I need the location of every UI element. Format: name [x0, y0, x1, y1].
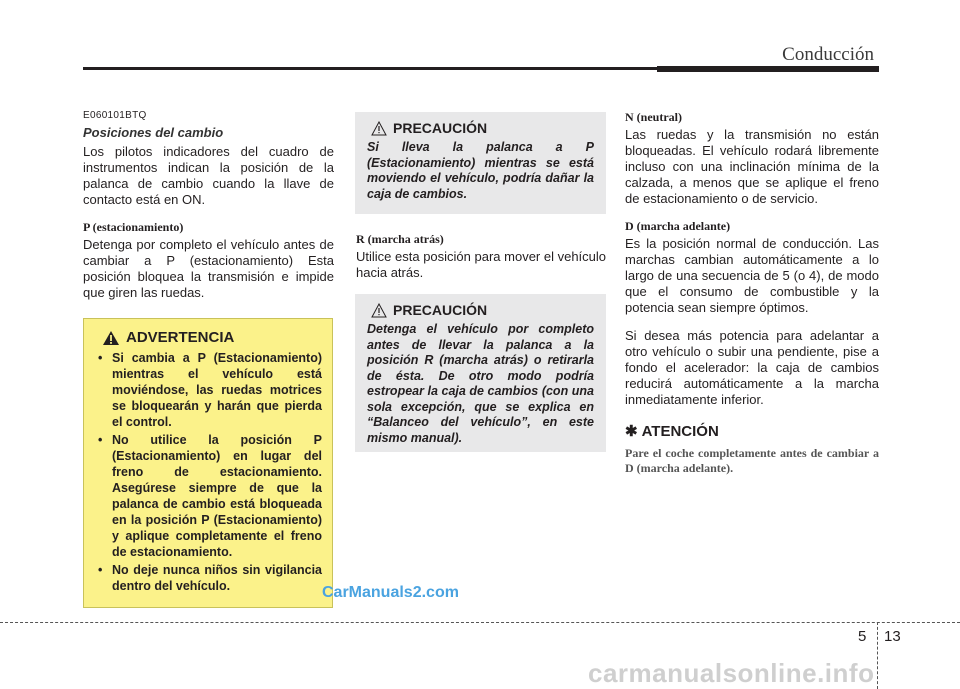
section-code: E060101BTQ [83, 110, 147, 121]
p-label: P (estacionamiento) [83, 220, 184, 234]
caution-box-1 [355, 112, 606, 214]
intro-paragraph: Los pilotos indicadores del cuadro de instrumentos indican la posición de la palanca de cambio cuando la llave de contacto está en ON. [83, 144, 334, 207]
atencion-header [625, 422, 879, 440]
atencion-title: ATENCIÓN [641, 422, 719, 440]
d-paragraph-1: Es la posición normal de conducción. Las marchas cambian automáticamente a lo largo de una secuencia de 5 (o 4), de modo que el consumo de combustible y la potencia sean siempre óptimos. [625, 236, 879, 315]
page-number: 13 [884, 628, 901, 645]
atencion-text: Pare el coche completamente antes de cambiar a D (marcha adelante). [625, 446, 879, 475]
p-paragraph: Detenga por completo el vehículo antes de cambiar a P (estacionamiento) Esta posición bloquea la transmisión e impide que giren las ruedas. [83, 237, 334, 300]
caution-text: Si lleva la palanca a P (Estacionamiento) mientras se está moviendo el vehículo, podría dañar la caja de cambios. [367, 140, 594, 201]
section-subhead: Posiciones del cambio [83, 125, 224, 140]
r-paragraph: Utilice esta posición para mover el vehículo hacia atrás. [356, 249, 607, 280]
warning-list [94, 350, 322, 594]
caution-text: Detenga el vehículo por completo antes de llevar la palanca a la posición R (marcha atrás) o retirarla de ésta. De otro modo podría estropear la caja de cambios (con una sola excepción, que se explica en “Balanceo del vehículo”, en este mismo manual). [367, 322, 594, 445]
left-column [83, 110, 334, 301]
footer-rule [0, 622, 960, 623]
warning-box [83, 318, 333, 608]
asterisk-icon: ✱ [625, 423, 638, 440]
caution-title: PRECAUCIÓN [393, 302, 488, 318]
n-paragraph: Las ruedas y la transmisión no están bloqueadas. El vehículo rodará libremente incluso con una inclinación mínima de la calzada, a menos que se aplique el freno de estacionamiento o de servicio. [625, 127, 879, 206]
caution-header [371, 302, 598, 318]
warning-item: • Si cambia a P (Estacionamiento) mientras el vehículo está moviéndose, las ruedas motrices se bloquearán y harán que pierda el control. [94, 350, 322, 430]
warning-item: • No deje nunca niños sin vigilancia dentro del vehículo. [94, 562, 322, 594]
d-paragraph-2: Si desea más potencia para adelantar a otro vehículo o subir una pendiente, pise a fondo el acelerador: la caja de cambios reducirá automáticamente a la marcha inmediatamente inferior. [625, 328, 879, 407]
warning-title: ADVERTENCIA [126, 329, 235, 346]
caution-triangle-outline-icon [371, 121, 387, 136]
caution-title: PRECAUCIÓN [393, 120, 488, 136]
warning-triangle-filled-icon [102, 330, 120, 346]
caution-header [371, 120, 598, 136]
caution-triangle-outline-icon [371, 303, 387, 318]
caution-box-2 [355, 294, 606, 452]
middle-column [356, 232, 606, 281]
d-label: D (marcha adelante) [625, 219, 731, 233]
header-rule-thick [657, 66, 879, 72]
chapter-title: Conducción [782, 44, 874, 65]
page-separator [877, 622, 878, 689]
right-column [625, 110, 879, 476]
section-number: 5 [858, 628, 867, 645]
watermark-bottom: carmanualsonline.info [588, 658, 875, 688]
r-label: R (marcha atrás) [356, 232, 444, 246]
warning-item: • No utilice la posición P (Estacionamiento) en lugar del freno de estacionamiento. Asegúrese siempre de que la palanca de cambio está bloqueada en la posición P (Estacionamiento) y aplique completamente el freno de estacionamiento. [94, 432, 322, 560]
warning-header [102, 329, 322, 346]
n-label: N (neutral) [625, 110, 682, 124]
watermark-left: CarManuals2.com [322, 584, 459, 601]
header-rule [83, 67, 657, 70]
